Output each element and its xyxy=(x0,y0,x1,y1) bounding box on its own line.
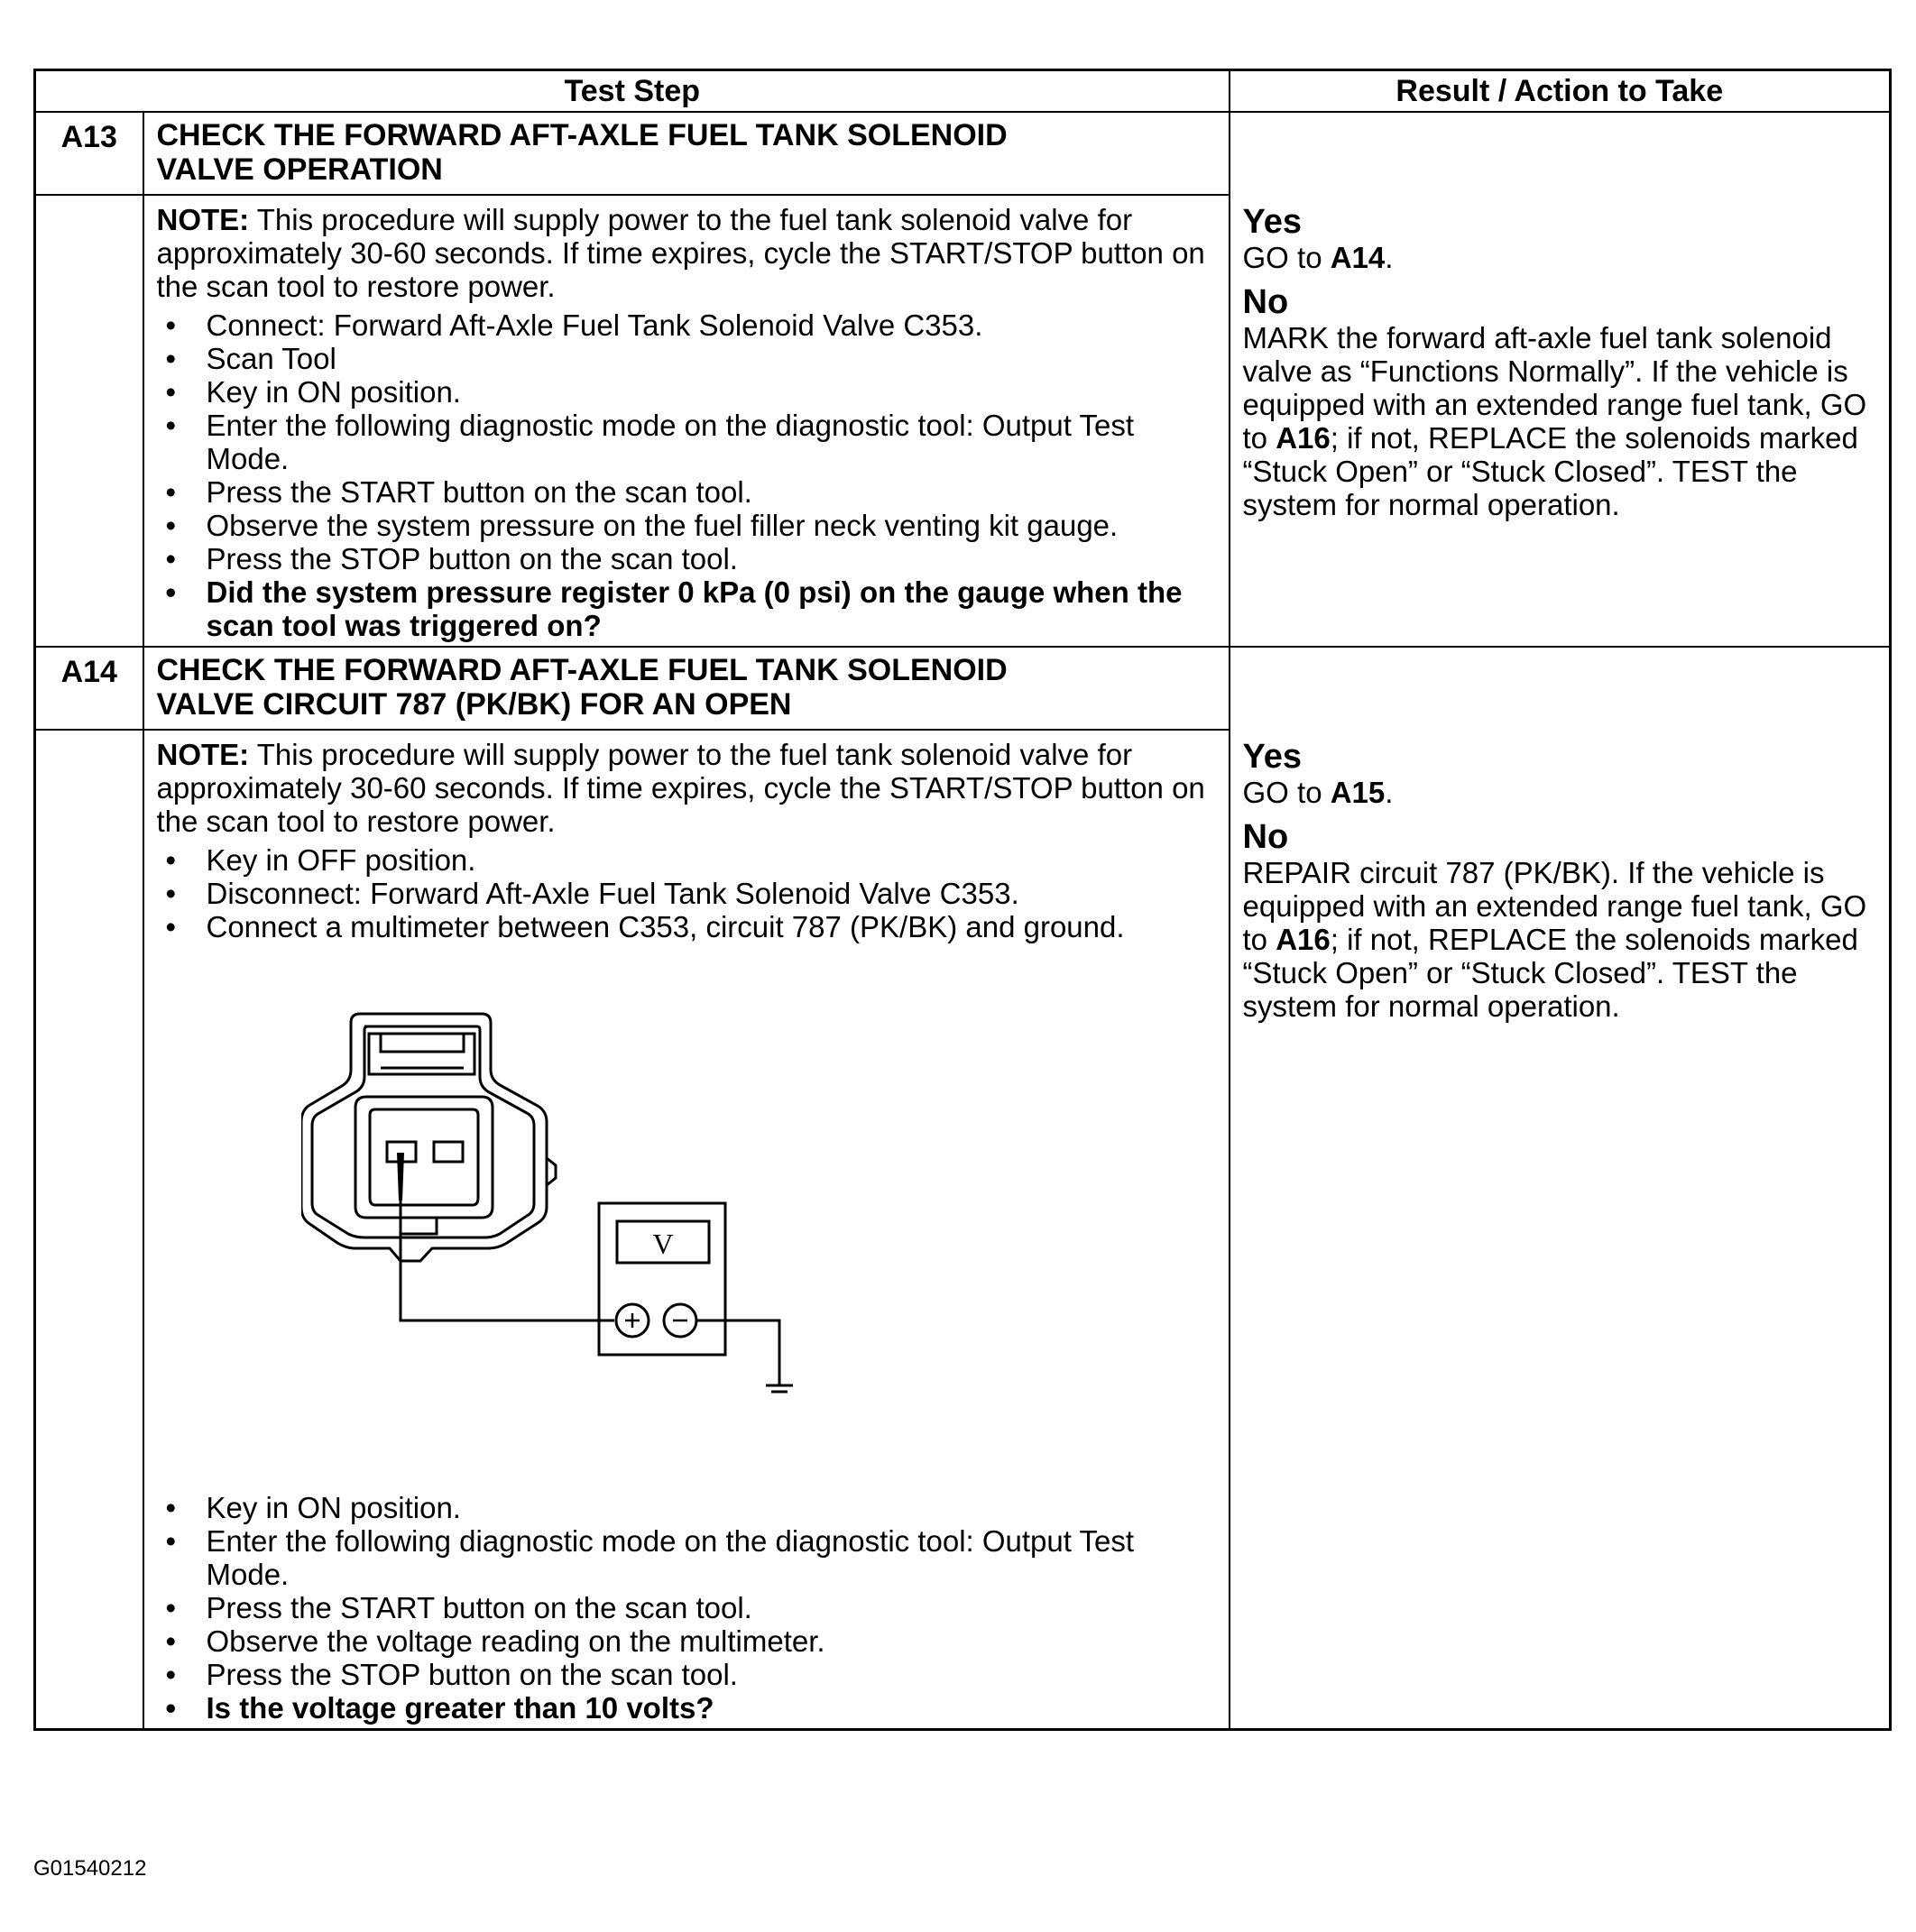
yes-action-a13 xyxy=(1243,241,1877,274)
list-item: • Disconnect: Forward Aft-Axle Fuel Tank Solenoid Valve C353. xyxy=(157,877,1211,910)
multimeter-icon xyxy=(599,1203,725,1355)
plus-sign-icon xyxy=(625,1313,640,1328)
connector-c353-icon xyxy=(301,1014,556,1261)
step-title-a13-line2: VALVE OPERATION xyxy=(156,152,443,187)
step-title-a14-line2: VALVE CIRCUIT 787 (PK/BK) FOR AN OPEN xyxy=(156,687,792,722)
step-list-a13 xyxy=(157,308,1211,642)
step-title-a14 xyxy=(143,647,1230,730)
list-item: • Press the START button on the scan tool. xyxy=(157,1591,1211,1624)
note-label-a14: NOTE: xyxy=(156,738,250,771)
question-a14: • Is the voltage greater than 10 volts? xyxy=(157,1691,1211,1725)
step-a14-title-row xyxy=(35,647,1891,730)
list-item: • Key in OFF position. xyxy=(157,843,1211,877)
result-a14 xyxy=(1230,647,1891,1730)
no-text1-a14: REPAIR circuit 787 (PK/BK). If the vehicle is equipped with an extended range fuel tank, GO to xyxy=(1242,856,1867,956)
list-item: • Press the STOP button on the scan tool. xyxy=(157,542,1211,575)
table-header-row xyxy=(35,70,1891,113)
note-a14 xyxy=(157,738,1211,838)
list-item: • Key in ON position. xyxy=(157,375,1211,409)
list-item: • Observe the system pressure on the fuel filler neck venting kit gauge. xyxy=(157,509,1211,542)
yes-label-a14: Yes xyxy=(1242,738,1303,776)
list-item: • Press the STOP button on the scan tool. xyxy=(157,1658,1211,1691)
note-text-a13: This procedure will supply power to the fuel tank solenoid valve for approximately 30-60 seconds. If time expires, cycle the START/STOP button on the scan tool to restore power. xyxy=(156,203,1205,303)
list-item: • Scan Tool xyxy=(157,342,1211,375)
note-text-a14: This procedure will supply power to the fuel tank solenoid valve for approximately 30-60 seconds. If time expires, cycle the START/STOP button on the scan tool to restore power. xyxy=(156,738,1205,838)
list-item: • Key in ON position. xyxy=(157,1491,1211,1524)
step-id-a13: A13 xyxy=(35,112,143,195)
no-text2-a13: ; if not, REPLACE the solenoids marked “Stuck Open” or “Stuck Closed”. TEST the system for normal operation. xyxy=(1242,421,1858,521)
note-a13 xyxy=(157,203,1211,303)
no-label-a13: No xyxy=(1242,283,1289,321)
step-list-a14-after xyxy=(157,1491,1211,1725)
step-title-a13-line1: CHECK THE FORWARD AFT-AXLE FUEL TANK SOLENOID xyxy=(156,118,1008,152)
header-test-step: Test Step xyxy=(35,70,1230,113)
ground-icon xyxy=(766,1385,793,1394)
header-result-action: Result / Action to Take xyxy=(1230,70,1891,113)
step-id-a14: A14 xyxy=(35,647,143,730)
id-spacer-a13 xyxy=(35,195,143,647)
yes-action-a14 xyxy=(1243,776,1877,809)
no-action-a13 xyxy=(1243,321,1877,521)
step-body-a14 xyxy=(143,730,1230,1730)
no-text1-a13: MARK the forward aft-axle fuel tank solenoid valve as “Functions Normally”. If the vehicle is equipped with an extended range fuel tank, GO to xyxy=(1242,321,1867,455)
step-list-a14-before xyxy=(157,843,1211,943)
no-target-a13: A16 xyxy=(1276,421,1331,455)
list-item: • Observe the voltage reading on the multimeter. xyxy=(157,1624,1211,1658)
list-item: • Enter the following diagnostic mode on the diagnostic tool: Output Test Mode. xyxy=(157,409,1211,475)
no-action-a14 xyxy=(1243,856,1877,1023)
result-a13 xyxy=(1230,112,1891,647)
step-title-a14-line1: CHECK THE FORWARD AFT-AXLE FUEL TANK SOLENOID xyxy=(156,653,1008,687)
diagnostic-table xyxy=(33,69,1892,1731)
question-a13: • Did the system pressure register 0 kPa (0 psi) on the gauge when the scan tool was triggered on? xyxy=(157,575,1211,642)
list-item: • Connect a multimeter between C353, circuit 787 (PK/BK) and ground. xyxy=(157,910,1211,943)
test-lead-negative xyxy=(696,1320,779,1385)
yes-target-a13: A14 xyxy=(1330,241,1386,274)
list-item: • Press the START button on the scan tool. xyxy=(157,475,1211,509)
step-title-a13 xyxy=(143,112,1230,195)
multimeter-connector-diagram xyxy=(301,1007,843,1394)
list-item: • Connect: Forward Aft-Axle Fuel Tank Solenoid Valve C353. xyxy=(157,308,1211,342)
no-text2-a14: ; if not, REPLACE the solenoids marked “Stuck Open” or “Stuck Closed”. TEST the system for normal operation. xyxy=(1242,923,1858,1023)
yes-target-a14: A15 xyxy=(1330,776,1386,809)
yes-label-a13: Yes xyxy=(1242,203,1303,241)
yes-suffix-a13: . xyxy=(1385,241,1394,274)
figure-id-label: G01540212 xyxy=(33,1856,147,1881)
no-target-a14: A16 xyxy=(1276,923,1331,956)
no-label-a14: No xyxy=(1242,818,1289,856)
meter-display-label: V xyxy=(651,1228,674,1260)
step-body-a13 xyxy=(143,195,1230,647)
step-a13-title-row xyxy=(35,112,1891,195)
id-spacer-a14 xyxy=(35,730,143,1730)
list-item: • Enter the following diagnostic mode on the diagnostic tool: Output Test Mode. xyxy=(157,1524,1211,1591)
note-label-a13: NOTE: xyxy=(156,203,250,236)
yes-prefix-a13: GO to xyxy=(1242,241,1331,274)
yes-suffix-a14: . xyxy=(1385,776,1394,809)
yes-prefix-a14: GO to xyxy=(1242,776,1331,809)
